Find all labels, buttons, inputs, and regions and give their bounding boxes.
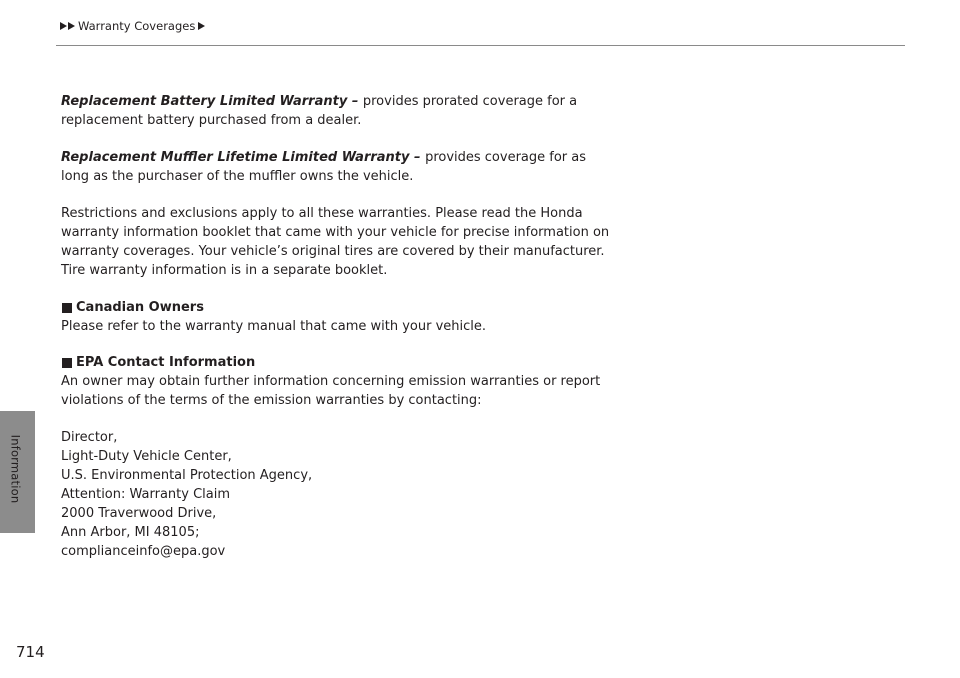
muffler-warranty-text: long as the purchaser of the muffler owns the vehicle. — [61, 169, 414, 184]
breadcrumb[interactable] — [60, 19, 206, 33]
epa-email-link[interactable]: complianceinfo@epa.gov — [61, 544, 226, 559]
address-line: Director, — [61, 430, 118, 445]
epa-contact-line: An owner may obtain further information concerning emission warranties or report — [61, 374, 601, 389]
epa-contact-line: violations of the terms of the emission warranties by contacting: — [61, 393, 482, 408]
page-number: 714 — [16, 643, 45, 661]
breadcrumb-arrow-icon — [198, 22, 205, 30]
address-line: Ann Arbor, MI 48105; — [61, 525, 200, 540]
address-line: Light-Duty Vehicle Center, — [61, 449, 232, 464]
page-content — [61, 92, 621, 561]
canadian-owners-heading — [61, 298, 621, 317]
dash: – — [409, 150, 426, 165]
restrictions-line: warranty coverages. Your vehicle’s original tires are covered by their manufacturer. — [61, 244, 605, 259]
epa-contact-paragraph — [61, 372, 621, 410]
muffler-warranty-paragraph — [61, 148, 621, 186]
restrictions-line: Tire warranty information is in a separate booklet. — [61, 263, 388, 278]
epa-contact-heading-text: EPA Contact Information — [76, 355, 256, 370]
section-tab-label: Information — [8, 434, 22, 504]
header-divider — [56, 45, 905, 46]
address-line: Attention: Warranty Claim — [61, 487, 231, 502]
battery-warranty-text: provides prorated coverage for a — [362, 94, 578, 109]
breadcrumb-arrow-icon — [68, 22, 75, 30]
address-line: 2000 Traverwood Drive, — [61, 506, 217, 521]
muffler-warranty-title: Replacement Muffler Lifetime Limited Warranty — [61, 150, 410, 165]
breadcrumb-arrow-icon — [60, 22, 67, 30]
canadian-owners-text: Please refer to the warranty manual that came with your vehicle. — [61, 319, 487, 334]
battery-warranty-text: replacement battery purchased from a dealer. — [61, 113, 362, 128]
epa-address — [61, 428, 621, 561]
restrictions-line: warranty information booklet that came with your vehicle for precise information on — [61, 225, 610, 240]
muffler-warranty-text: provides coverage for as — [425, 150, 587, 165]
epa-contact-heading — [61, 353, 621, 372]
section-tab-label-wrap — [2, 425, 28, 513]
address-line: U.S. Environmental Protection Agency, — [61, 468, 313, 483]
battery-warranty-title: Replacement Battery Limited Warranty — [61, 94, 348, 109]
breadcrumb-label[interactable]: Warranty Coverages — [78, 19, 196, 33]
heading-square-icon — [62, 303, 72, 313]
canadian-owners-heading-text: Canadian Owners — [76, 300, 204, 315]
restrictions-line: Restrictions and exclusions apply to all these warranties. Please read the Honda — [61, 206, 583, 221]
dash: – — [347, 94, 363, 109]
heading-square-icon — [62, 358, 72, 368]
battery-warranty-paragraph — [61, 92, 621, 130]
restrictions-paragraph — [61, 204, 621, 280]
